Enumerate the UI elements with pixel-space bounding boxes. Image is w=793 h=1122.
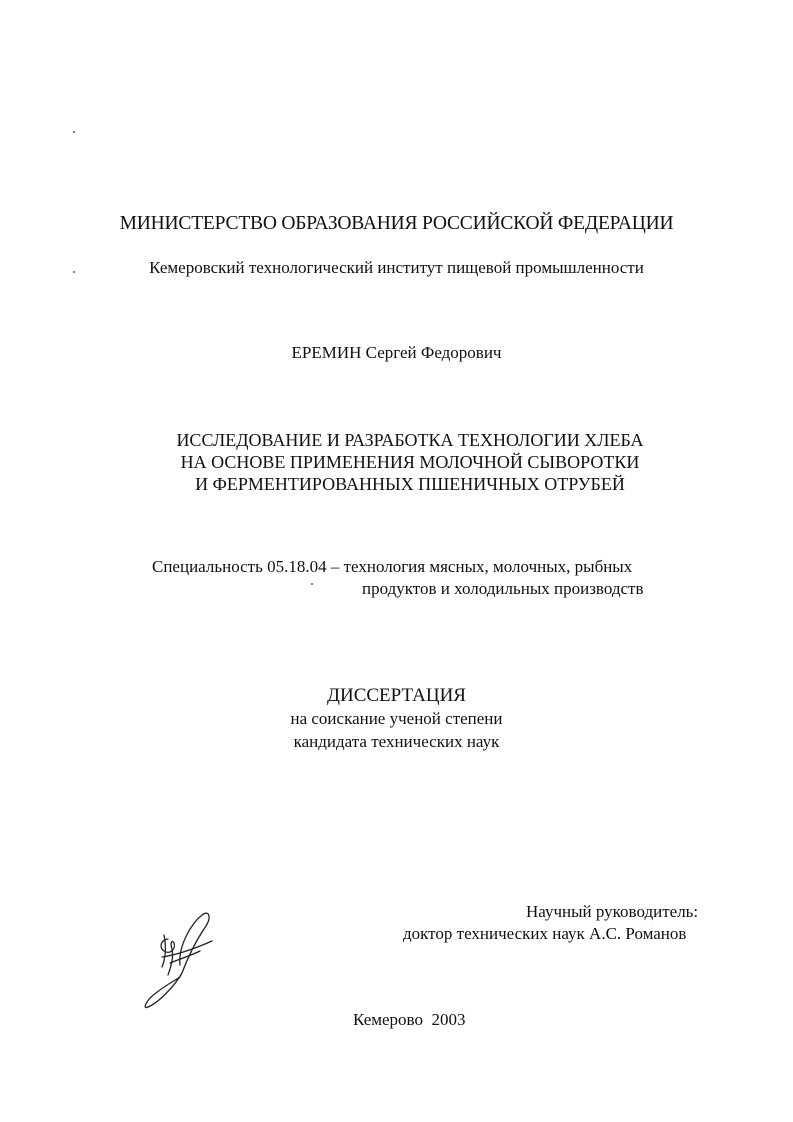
scan-speck xyxy=(73,131,75,133)
handwritten-signature-icon xyxy=(140,905,225,1020)
title-line-1: ИССЛЕДОВАНИЕ И РАЗРАБОТКА ТЕХНОЛОГИИ ХЛЕБА xyxy=(176,430,644,450)
institute-name: Кемеровский технологический институт пищевой промышленности xyxy=(149,258,644,277)
dissertation-heading: ДИССЕРТАЦИЯ xyxy=(327,685,466,706)
title-line-2: НА ОСНОВЕ ПРИМЕНЕНИЯ МОЛОЧНОЙ СЫВОРОТКИ xyxy=(180,452,640,472)
degree-line-2: кандидата технических наук xyxy=(293,732,500,751)
supervisor-name: доктор технических наук А.С. Романов xyxy=(403,924,687,943)
dissertation-title xyxy=(0,429,793,495)
specialty-line-1: Специальность 05.18.04 – технология мясных, молочных, рыбных xyxy=(152,557,633,576)
author-name: ЕРЕМИН Сергей Федорович xyxy=(291,343,502,362)
degree-line-1: на соискание ученой степени xyxy=(290,709,503,728)
scan-speck xyxy=(311,583,313,585)
supervisor-label: Научный руководитель: xyxy=(526,902,699,921)
specialty-line-2: продуктов и холодильных производств xyxy=(362,579,644,598)
city-year: Кемерово 2003 xyxy=(353,1010,466,1029)
title-line-3: И ФЕРМЕНТИРОВАННЫХ ПШЕНИЧНЫХ ОТРУБЕЙ xyxy=(195,474,625,494)
ministry-heading: МИНИСТЕРСТВО ОБРАЗОВАНИЯ РОССИЙСКОЙ ФЕДЕРАЦИИ xyxy=(119,213,674,234)
